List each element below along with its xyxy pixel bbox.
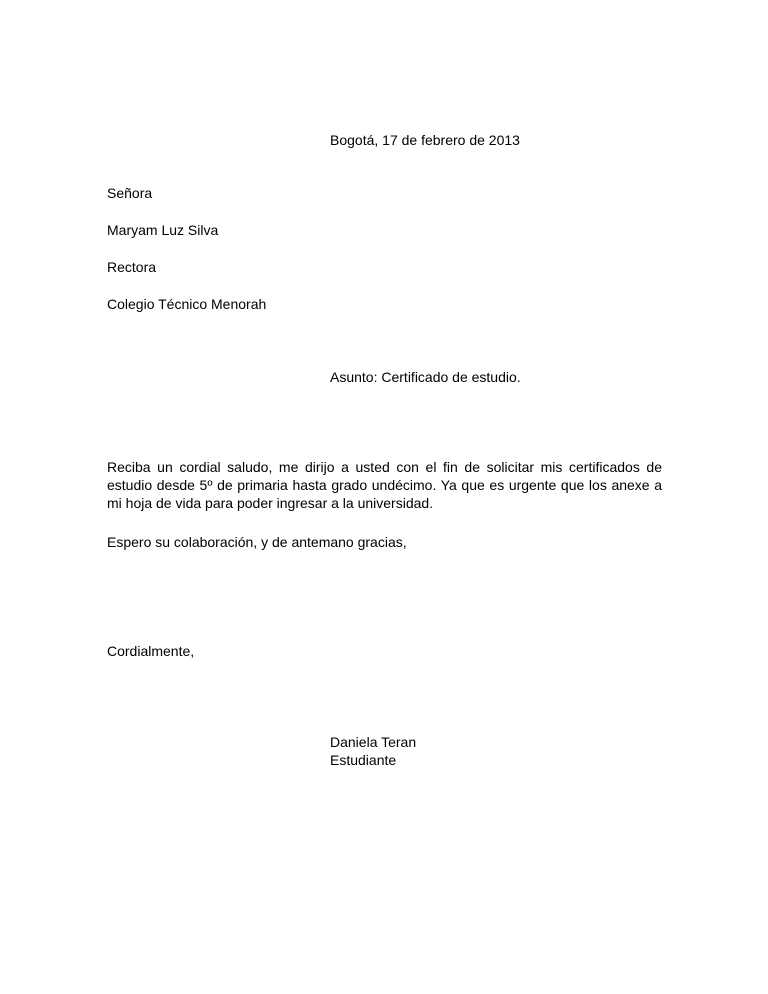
recipient-salutation: Señora bbox=[107, 185, 153, 201]
letter-body: Reciba un cordial saludo, me dirijo a usted con el fin de solicitar mis certificados de estudio desde 5º de primaria hasta grado undécimo. Ya que es urgente que los anexe a mi hoja de vida para poder ingresar a la universidad. bbox=[107, 459, 662, 511]
letter-date: Bogotá, 17 de febrero de 2013 bbox=[330, 132, 520, 148]
recipient-name: Maryam Luz Silva bbox=[107, 222, 219, 238]
recipient-title: Rectora bbox=[107, 259, 157, 275]
letter-subject: Asunto: Certificado de estudio. bbox=[330, 369, 521, 385]
signer-name: Daniela Teran bbox=[330, 734, 417, 750]
recipient-institution: Colegio Técnico Menorah bbox=[107, 296, 267, 312]
signer-role: Estudiante bbox=[330, 752, 397, 768]
closing-request: Espero su colaboración, y de antemano gracias, bbox=[107, 534, 407, 550]
closing: Cordialmente, bbox=[107, 643, 195, 659]
